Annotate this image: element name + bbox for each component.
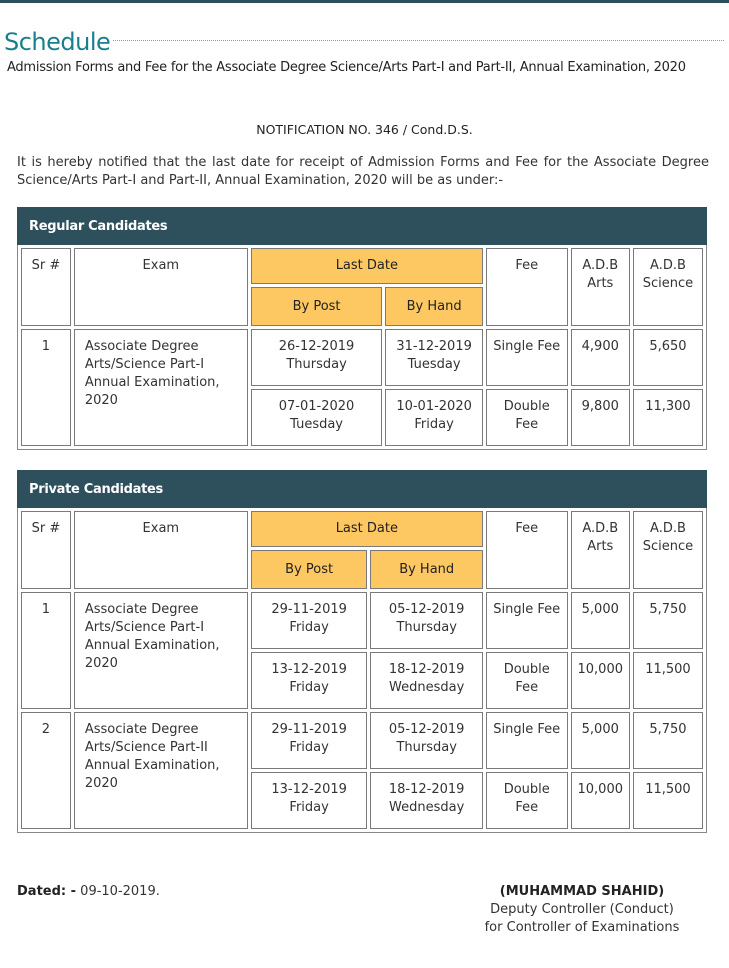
fee-cell: Double Fee (486, 389, 568, 446)
science-fee-cell: 11,500 (633, 652, 703, 709)
notification-number: NOTIFICATION NO. 346 / Cond.D.S. (256, 122, 473, 137)
by-hand-date: 05-12-2019 (388, 722, 465, 737)
by-post-date: 26-12-2019 (278, 339, 355, 354)
science-fee-cell: 11,300 (633, 389, 703, 446)
col-header-by-post: By Post (251, 287, 383, 326)
signer-for: for Controller of Examinations (484, 920, 680, 935)
dated-label: Dated: - (17, 884, 77, 899)
by-post-cell (251, 712, 368, 769)
by-hand-date: 05-12-2019 (388, 602, 465, 617)
title-row (4, 28, 724, 58)
by-hand-cell (370, 712, 482, 769)
table-row (21, 592, 703, 649)
col-header-fee: Fee (486, 248, 568, 326)
science-fee-cell: 5,750 (633, 592, 703, 649)
col-header-by-hand: By Hand (370, 550, 482, 589)
by-post-cell (251, 772, 368, 829)
arts-fee-cell: 5,000 (571, 712, 630, 769)
arts-fee-cell: 5,000 (571, 592, 630, 649)
col-header-by-hand: By Hand (385, 287, 483, 326)
by-hand-cell (385, 389, 483, 446)
by-post-cell (251, 389, 383, 446)
by-post-day: Thursday (286, 357, 347, 372)
by-post-day: Friday (289, 680, 329, 695)
sr-cell: 1 (21, 592, 71, 709)
exam-cell: Associate Degree Arts/Science Part-I Annual Examination, 2020 (74, 592, 248, 709)
by-hand-date: 31-12-2019 (396, 339, 472, 354)
col-header-by-post: By Post (251, 550, 368, 589)
table-row (21, 712, 703, 769)
regular-candidates-block (17, 207, 707, 450)
page-subtitle: Admission Forms and Fee for the Associate Degree Science/Arts Part-I and Part-II, Annual Examination, 2020 (7, 60, 686, 75)
regular-candidates-heading: Regular Candidates (17, 207, 707, 245)
sr-cell: 2 (21, 712, 71, 829)
private-candidates-heading: Private Candidates (17, 470, 707, 508)
arts-fee-cell: 9,800 (571, 389, 630, 446)
by-hand-day: Wednesday (389, 800, 465, 815)
by-hand-date: 18-12-2019 (388, 782, 465, 797)
col-header-sr: Sr # (21, 248, 71, 326)
fee-cell: Single Fee (486, 712, 568, 769)
private-candidates-block (17, 470, 707, 833)
by-hand-cell (370, 772, 482, 829)
fee-cell: Single Fee (486, 592, 568, 649)
fee-cell: Double Fee (486, 652, 568, 709)
by-post-day: Friday (289, 740, 329, 755)
by-post-cell (251, 329, 383, 386)
by-hand-cell (370, 592, 482, 649)
arts-fee-cell: 4,900 (571, 329, 630, 386)
by-hand-day: Wednesday (389, 680, 465, 695)
by-post-day: Friday (289, 620, 329, 635)
by-post-cell (251, 652, 368, 709)
col-header-adb-arts: A.D.B Arts (571, 248, 630, 326)
by-hand-cell (370, 652, 482, 709)
by-hand-date: 10-01-2020 (396, 399, 472, 414)
science-fee-cell: 5,750 (633, 712, 703, 769)
by-post-date: 07-01-2020 (278, 399, 355, 414)
dated-line (17, 884, 160, 899)
by-post-date: 29-11-2019 (271, 722, 347, 737)
table-row (21, 329, 703, 386)
by-hand-date: 18-12-2019 (388, 662, 465, 677)
by-post-cell (251, 592, 368, 649)
by-hand-day: Thursday (396, 740, 457, 755)
col-header-adb-science: A.D.B Science (633, 248, 703, 326)
by-hand-day: Tuesday (407, 357, 461, 372)
private-candidates-table (17, 508, 707, 833)
science-fee-cell: 5,650 (633, 329, 703, 386)
col-header-sr: Sr # (21, 511, 71, 589)
by-post-day: Tuesday (290, 417, 343, 432)
by-post-date: 13-12-2019 (271, 782, 347, 797)
by-hand-day: Friday (414, 417, 454, 432)
arts-fee-cell: 10,000 (571, 652, 630, 709)
col-header-last-date: Last Date (251, 511, 483, 547)
intro-paragraph: It is hereby notified that the last date for receipt of Admission Forms and Fee for the Associate Degree Science/Arts Part-I and Part-II, Annual Examination, 2020 will be as under:- (17, 155, 709, 188)
by-post-date: 13-12-2019 (271, 662, 347, 677)
signer-name: (MUHAMMAD SHAHID) (499, 884, 665, 899)
by-hand-cell (385, 329, 483, 386)
signature-block (475, 883, 689, 937)
by-hand-day: Thursday (396, 620, 457, 635)
exam-cell: Associate Degree Arts/Science Part-II Annual Examination, 2020 (74, 712, 248, 829)
col-header-adb-arts: A.D.B Arts (571, 511, 630, 589)
science-fee-cell: 11,500 (633, 772, 703, 829)
fee-cell: Double Fee (486, 772, 568, 829)
page-title: Schedule (4, 28, 111, 56)
arts-fee-cell: 10,000 (571, 772, 630, 829)
sr-cell: 1 (21, 329, 71, 446)
fee-cell: Single Fee (486, 329, 568, 386)
by-post-day: Friday (289, 800, 329, 815)
col-header-exam: Exam (74, 248, 248, 326)
regular-candidates-table (17, 245, 707, 450)
col-header-last-date: Last Date (251, 248, 483, 284)
col-header-fee: Fee (486, 511, 568, 589)
col-header-adb-science: A.D.B Science (633, 511, 703, 589)
by-post-date: 29-11-2019 (271, 602, 347, 617)
dated-value: 09-10-2019. (80, 884, 160, 899)
exam-cell: Associate Degree Arts/Science Part-I Annual Examination, 2020 (74, 329, 248, 446)
top-rule (0, 0, 729, 3)
signer-title: Deputy Controller (Conduct) (490, 902, 674, 917)
col-header-exam: Exam (74, 511, 248, 589)
